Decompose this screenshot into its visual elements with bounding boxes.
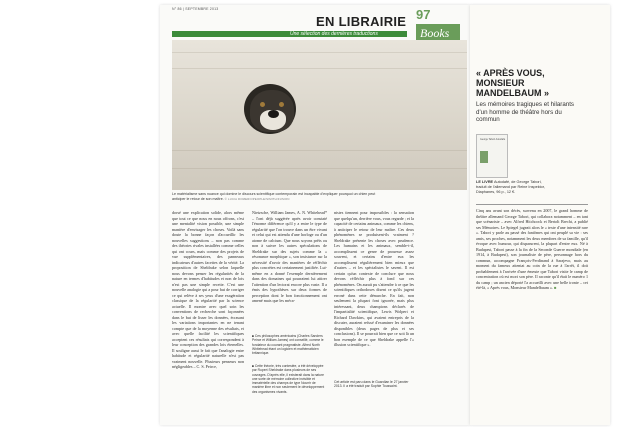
dog-nose [268,110,279,118]
footnote-marker: ■ [252,364,255,368]
dog-eye-right [279,102,284,107]
issue-line: N° 86 | SEPTEMBRE 2013 [172,7,219,11]
footnote-2 [252,364,327,394]
right-divider [476,204,588,205]
section-subtitle: Une sélection des dernières traductions [290,31,378,37]
book-review-body [476,208,588,291]
book-cover [476,134,508,178]
books-logo: Books [416,24,460,42]
book-cover-text: George Tabori Autodafé [480,138,506,141]
article-column-2: Nietzsche, William James, A. N. Whitehead* – l'ont déjà suggérée après avoir constaté l'énorme différence qu'il y a entre le type de régularité que l'on trouve dans un être vivant et celui qui est attendu d'une horloge ou d'un atome de calcium. Que nous soyons prêts ou non à suivre les autres spéculations de Sheldrake sur des sujets comme la « résonance morphique », son insistance sur la nécessité d'avoir des manières de réfléchir plus concrètes est certainement justifiée. Lui-même en a donné l'exemple dernièrement dans des domaines qui pourraient lui attirer l'attention d'un lectorat encore plus vaste. Il a émis des hypothèses sur deux formes de perception dont le bon fonctionnement ont amené mais que les méca- [252,210,327,303]
section-title: EN LIBRAIRIE [316,14,407,29]
photo-caption [172,192,382,201]
footnote-1 [252,334,327,355]
wood-grain [172,168,467,169]
dog-photo [172,40,467,190]
wood-grain [172,68,467,69]
book-dek: Les mémoires tragiques et hilarants d'un homme de théâtre hors du commun [476,101,575,123]
photo-credit: © LUCIA ROMERO/PEOPLE/SIMITH/FUSION [224,196,290,201]
article-source: Cet article est paru dans le Guardian le 27 janvier 2013. Il a été traduit par Sophie Toussaint. [334,380,409,389]
end-mark: ■ [554,285,557,290]
footnote-marker: ■ [252,334,255,338]
caption-text: Le matérialisme sans nuance qui domine le discours scientifique contemporain est incapable d'expliquer pourquoi un chien peut anticiper le retour de son maître. [172,192,376,201]
book-info-text: Autodafé, de George Tabori, traduit de l'allemand par Reine Inspektor, Diaphanes, 96 p., 12 €. [476,180,545,194]
book-title: « APRÈS VOUS, MONSIEUR MANDELBAUM » [476,68,549,98]
book-cover-graphic [480,151,488,163]
page-number: 97 [416,7,431,22]
article-column-3: nistes tiennent pour impossibles : la sensation que quelqu'un, derrière vous, vous regarde ; et la capacité de certains animaux, comme les chiens, à anticiper le retour de leur maître. Ces deux phénomènes se produisent-ils vraiment ? Sheldrake présente les choses avec prudence. Les humains et les animaux, semble-t-il, accomplissent ce genre de prouesse assez souvent, et certains d'entre eux les accomplissent régulièrement bien mieux que d'autres – et les spécialistes le savent. Il est certain qu'un contexte de conclure que nous devons réfléchir plus à fond sur ces phénomènes. On aurait pu s'attendre à ce que les scientifiques orthodoxes disent ce qu'ils jugent erroné dans cette démarche. En fait, non seulement la plupart font ignorée, mais plus intéressant, deux champions déclarés de l'impartialité scientifique, Lewis Wolpert et Richard Dawkins, qui avaient entrepris de la discuter, auraient refusé d'examiner les données disponibles (deux pages de plus et ses conclusions). Il se pourrait bien que ce soit là un bon exemple de ce que Sheldrake appelle l'« illusion scientifique ». [334,210,414,347]
dog-eye-left [260,102,265,107]
book-info [476,180,546,195]
wood-grain [172,52,467,53]
footnote-2-text: Cette théorie, très contestée, a été développée par Rupert Sheldrake dans plusieurs de ses ouvrages. D'après elle, il existerait dans la nature une sorte de mémoire collective invisible et immatérielle des champs de type Nourrir de manière libre et non seulement le développement des organismes vivants. [252,364,325,394]
book-review-text: Cinq ans avant son décès, survenu en 2007, le grand homme de théâtre allemand George Tabori, qui collabora notamment – en tant que scénariste – avec Alfred Hitchcock et Bertolt Brecht, a publié ses Mémoires. Le Spiegel jugeait alors le « texte d'une intensité rare ». Tabori y parle au passé des fantômes qui ont peuplé sa vie : ses amis, ses proches, notamment les deux membres de sa famille, qu'il évoque avec humour, qui disparurent, la plupart d'entre eux. Né à Budapest, Tabori passe à la fin de la Seconde Guerre mondiale (en 1914, à Budapest), son journaliste de père, personnage hors du commun, accompagne François-Ferdinand à Sarajevo, mais au moment du fameux attentat au coin de la rue à l'arrêt, il doit probablement à l'arrivée d'une émeute que Tabori visite le camp de concentration où est mort son père. Il raconte qu'il était le numéro 1 du camp ; un ancien déporté l'a accueilli avec une belle ironie – cet été-là, « Après vous, Monsieur Mandelbaum ». [476,208,588,290]
article-column-1: dorsé une explication solide, alors même que tout ce que nous en nous offrons, c'est une mentalité vision possible, une simple manière d'envisager les choses. Voilà sans doute la bonne façon d'accueillir les nouvelles suggestions – non pas comme des théories rivales installées comme celles qui ont cours, mais comme des projets de vue supplémentaires, des panneaux indicateurs d'autres facettes de la vérité. La proposition de Sheldrake selon laquelle nous devons penser les régularités de la nature en termes d'habitudes et non de lois n'est pas une simple recette. C'est une nouvelle analogie qui a pour but de corriger ce qui relève à ses yeux d'une exagération classique de la régularité par la science actuelle. Il montre avec quel soin les conventions de recherche sont façonnées dans le but de lisser les données, écrasant les variations importantes en ne tenant compte que de la moyenne des résultats, et avec quelle facilité les scientifiques acceptent ces résultats qui correspondent à leur conception des grandes lois éternelles. Il souligne aussi le fait que l'analogie entre habitude et régularité naturelle n'est pas vraiment nouvelle. Plusieurs penseurs non négligeables – C. S. Peirce, [172,210,244,369]
wood-grain [172,150,467,151]
footnote-1-text: Ces philosophes américains (Charles Sanders Peirce et William James) ont conseillé, comme le fondateur du courant pragmatiste. Alfred North Whitehead étant un logicien et mathématicien britannique. [252,334,324,356]
book-label: LE LIVRE [476,180,494,184]
